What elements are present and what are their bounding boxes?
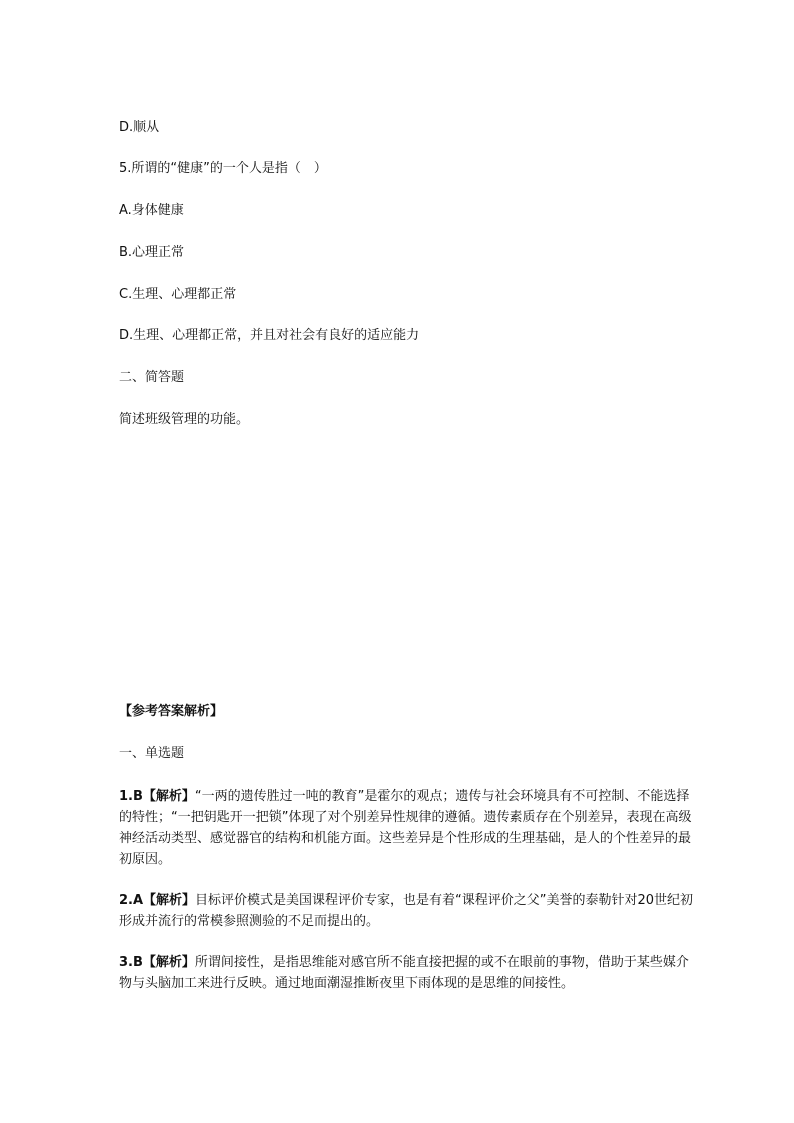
q5-stem: 5.所谓的“健康”的一个人是指（ ） [119, 161, 327, 176]
answers-heading: 【参考答案解析】 [119, 704, 224, 719]
q5-option-d: D.生理、心理都正常，并且对社会有良好的适应能力 [119, 328, 420, 343]
section2-question: 简述班级管理的功能。 [119, 412, 250, 427]
section2-heading: 二、简答题 [119, 370, 185, 385]
answer-text: 目标评价模式是美国课程评价专家，也是有着“课程评价之父”美誉的泰勒针对20世纪初形成并流行的常模参照测验的不足而提出的。 [119, 893, 694, 929]
q4-option-d: D.顺从 [119, 120, 160, 135]
q5-option-c: C.生理、心理都正常 [119, 287, 237, 302]
q5-option-b: B.心理正常 [119, 245, 185, 260]
answer-item-2 [119, 890, 694, 932]
answer-item-1 [119, 786, 694, 870]
answers-section1-heading: 一、单选题 [119, 746, 185, 761]
answer-text: “一两的遗传胜过一吨的教育”是霍尔的观点；遗传与社会环境具有不可控制、不能选择的特性；“一把钥匙开一把锁”体现了对个别差异性规律的遵循。遗传素质存在个别差异，表现在高级神经活动类型、感觉器官的结构和机能方面。这些差异是个性形成的生理基础，是人的个性差异的最初原因。 [119, 789, 692, 867]
answer-label: 2.A【解析】 [119, 893, 196, 908]
answer-item-3 [119, 952, 694, 994]
answer-label: 3.B【解析】 [119, 955, 195, 970]
answer-text: 所谓间接性，是指思维能对感官所不能直接把握的或不在眼前的事物，借助于某些媒介物与头脑加工来进行反映。通过地面潮湿推断夜里下雨体现的是思维的间接性。 [119, 955, 689, 991]
q5-option-a: A.身体健康 [119, 203, 184, 218]
answer-label: 1.B【解析】 [119, 789, 195, 804]
